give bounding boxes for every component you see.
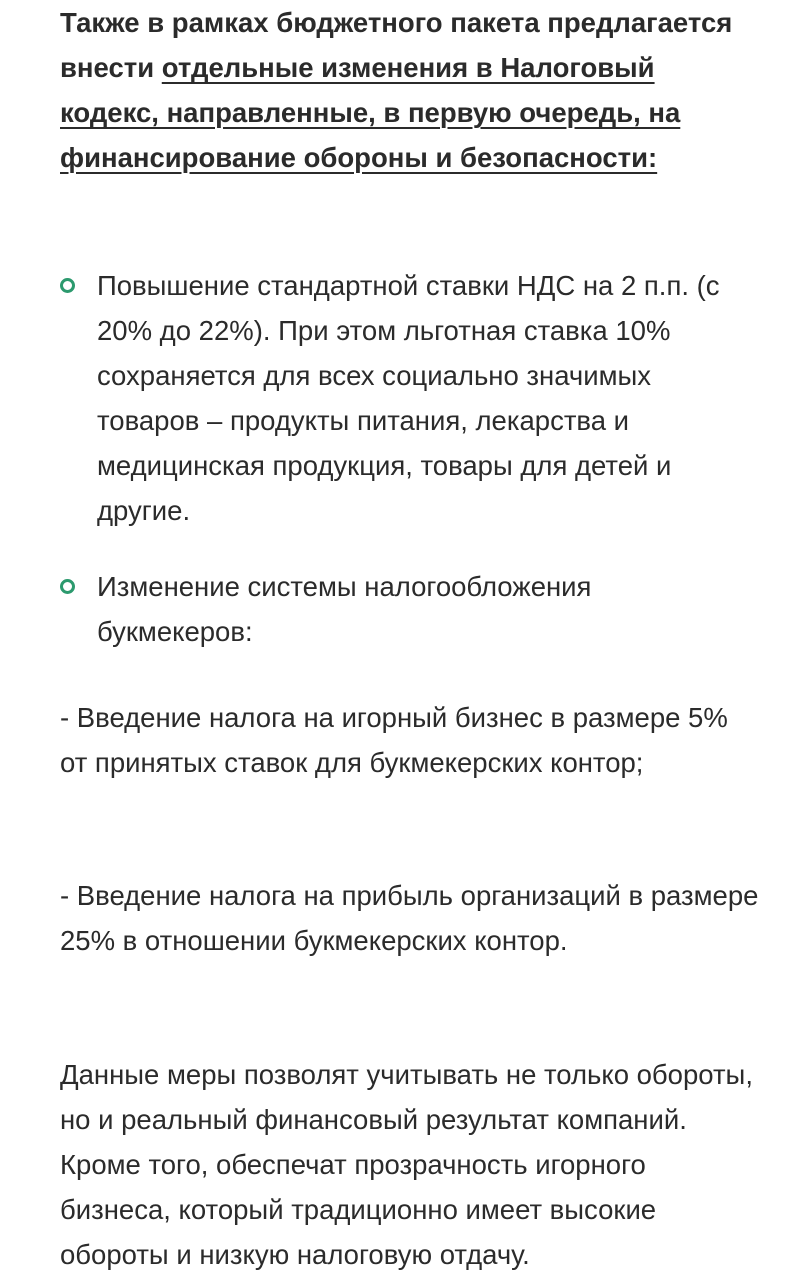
intro-lead-text: Также в рамках бюджетного пакета предлагается внести — [60, 7, 733, 83]
bullet-circle-icon — [60, 278, 75, 293]
profit-tax-paragraph: - Введение налога на прибыль организаций в размере 25% в отношении букмекерских контор. — [60, 880, 759, 956]
conclusion-paragraph: Данные меры позволят учитывать не только обороты, но и реальный финансовый результат компаний. Кроме того, обеспечат прозрачность игорного бизнеса, который традиционно имеет высокие обороты и низкую налоговую отдачу. — [60, 1059, 753, 1270]
tax-code-changes-link[interactable]: отдельные изменения в Налоговый кодекс, направленные, в первую очередь, на финансирование обороны и безопасности: — [60, 52, 681, 173]
list-item-text: Изменение системы налогообложения букмекеров: — [97, 571, 592, 647]
bullet-circle-icon — [60, 579, 75, 594]
intro-paragraph — [60, 0, 760, 180]
gambling-tax-paragraph: - Введение налога на игорный бизнес в размере 5% от принятых ставок для букмекерских контор; — [60, 702, 728, 778]
list-item-text: Повышение стандартной ставки НДС на 2 п.п. (с 20% до 22%). При этом льготная ставка 10% сохраняется для всех социально значимых товаров – продукты питания, лекарства и медицинская продукция, товары для детей и другие. — [97, 270, 720, 526]
